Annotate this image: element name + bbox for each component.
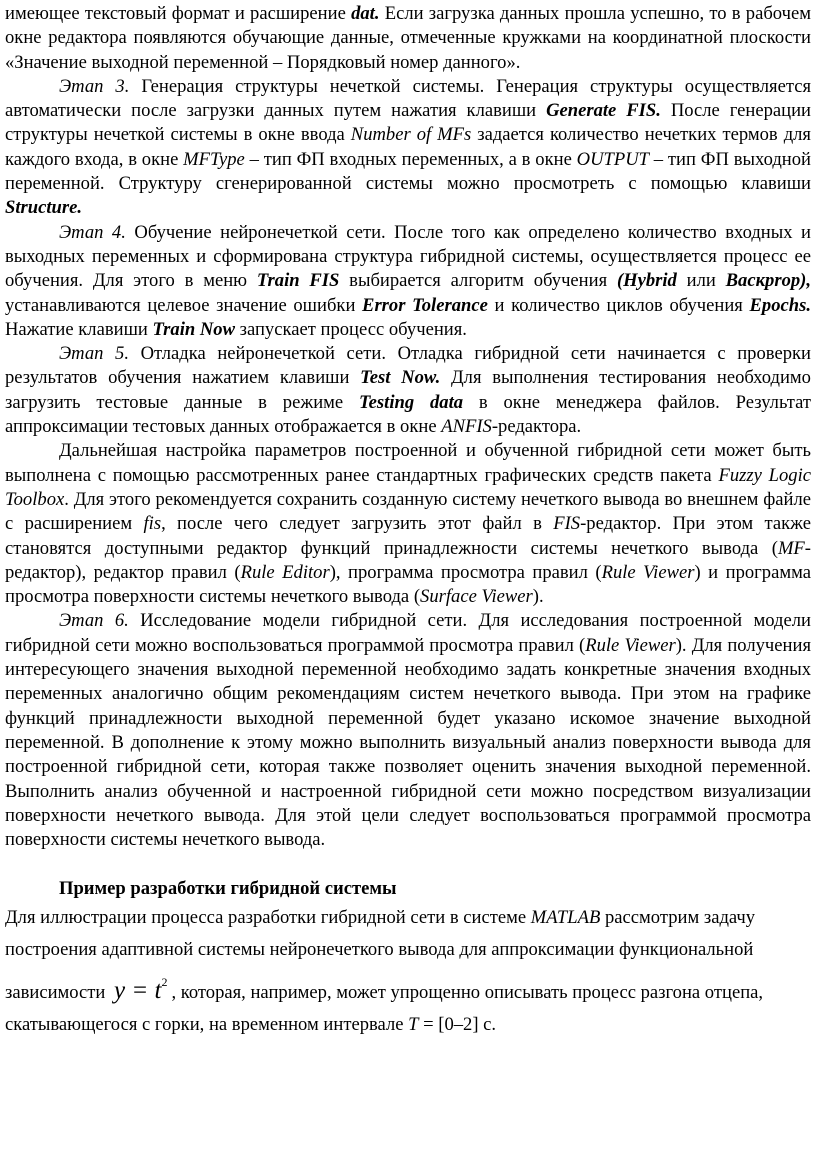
text: Если загрузка данных прошла успешно, то в рабочем окне редактора появляются обучающие данные, отмеченные кружками на координатной плоскости «Значение выходной переменной – Порядковый номер данного».: [5, 3, 811, 73]
term-test-now: Test Now.: [360, 367, 441, 389]
term-structure: Structure.: [5, 197, 82, 219]
text: После генерации структуры нечеткой системы в окне ввода: [5, 100, 811, 146]
paragraph-stage-4: [5, 221, 811, 342]
term-rule-viewer: Rule Viewer: [585, 634, 676, 656]
term-train-fis: Train FIS: [256, 270, 340, 292]
term-surface-viewer: Surface Viewer: [420, 586, 533, 608]
text: Исследование модели гибридной сети. Для исследования построенной модели гибридной сети можно воспользоваться программой просмотра правил (: [5, 610, 811, 656]
text: -редактор. При этом также становятся доступными редактор функций принадлежности системы нечеткого вывода (: [5, 513, 811, 559]
text: , после чего следует загрузить этот файл в: [161, 513, 554, 535]
term-matlab: MATLAB: [530, 907, 601, 929]
stage-label: Этап 3.: [59, 75, 130, 97]
term-fis-editor: FIS: [553, 513, 581, 535]
text: устанавливаются целевое значение ошибки: [5, 294, 363, 316]
paragraph-further-tuning: [5, 439, 811, 609]
paragraph-example: [5, 902, 811, 1041]
text: -редактор), редактор правил (: [5, 537, 811, 583]
stage-label: Этап 5.: [59, 343, 129, 365]
text: ). Для получения интересующего значения выходной переменной необходимо задать конкретные значения входных переменных аналогично общим рекомендациям систем нечеткого вывода. При этом на графике функций принадлежности выходной переменной будет указано искомое значение выходной переменной. В дополнение к этому можно выполнить визуальный анализ поверхности вывода для построенной гибридной сети, которая также позволяет оценить значения выходной переменной. Выполнить анализ обученной и настроенной гибридной сети можно посредством визуализации поверхности нечеткого вывода. Для этой цели следует воспользоваться программой просмотра поверхности системы нечеткого вывода.: [5, 634, 811, 851]
term-mf-editor: MF: [777, 537, 805, 559]
text: Для иллюстрации процесса разработки гибридной сети в системе: [5, 907, 531, 929]
term-output: OUTPUT: [576, 148, 649, 170]
term-number-of-mfs: Number of MFs: [350, 124, 472, 146]
term-rule-viewer: Rule Viewer: [601, 561, 695, 583]
formula-exponent: 2: [161, 975, 168, 990]
text: рассмотрим задачу построения адаптивной системы нейронечеткого вывода для аппроксимации функциональной зависимости: [5, 907, 756, 1004]
section-heading: Пример разработки гибридной системы: [59, 878, 397, 900]
text: выбирается алгоритм обучения: [339, 270, 617, 292]
formula-base: y = t: [114, 977, 162, 1005]
term-testing-data: Testing data: [359, 391, 464, 413]
text: Генерация структуры нечеткой системы. Генерация структуры осуществляется автоматически после загрузки данных путем нажатия клавиши: [5, 75, 811, 122]
spacer: [5, 852, 811, 876]
paragraph-data-loading: [5, 2, 811, 75]
text: – тип ФП выходной переменной. Структуру сгенерированной системы можно просмотреть с помощью клавиши: [5, 148, 811, 195]
text: Отладка нейронечеткой сети. Отладка гибридной сети начинается с проверки результатов обучения нажатием клавиши: [5, 343, 811, 389]
text: имеющее текстовый формат и расширение: [5, 3, 352, 24]
text: ) и программа просмотра поверхности системы нечеткого вывода (: [5, 561, 812, 608]
text: Нажатие клавиши: [5, 318, 153, 340]
text: в окне менеджера файлов. Результат аппроксимации тестовых данных отображается в окне: [5, 391, 811, 438]
text: – тип ФП входных переменных, а в окне: [244, 148, 577, 170]
term-backprop: Васкрrор),: [725, 270, 811, 292]
text: задается количество нечетких термов для каждого входа, в окне: [5, 124, 811, 170]
term-anfis: ANFIS: [441, 416, 492, 438]
text: Дальнейшая настройка параметров построенной и обученной гибридной сети может быть выполнена с помощью рассмотренных ранее стандартных графических средств пакета: [5, 440, 811, 486]
text: ).: [532, 586, 544, 608]
text: = [0–2] с.: [418, 1014, 497, 1036]
text: ), программа просмотра правил (: [329, 561, 602, 583]
term-hybrid: (Hybrid: [616, 270, 677, 292]
term-mftype: MFType: [183, 148, 245, 170]
term-rule-editor: Rule Editor: [240, 561, 330, 583]
stage-label: Этап 4.: [59, 221, 126, 243]
text: Обучение нейронечеткой сети. После того как определено количество входных и выходных переменных и сформирована структура гибридной системы, осуществляется процесс ее обучения. Для этого в меню: [5, 221, 811, 292]
formula: [110, 977, 171, 1004]
text: -редактора.: [491, 416, 582, 438]
file-extension-dat: dat.: [351, 3, 380, 24]
text: или: [676, 270, 726, 292]
text: Для выполнения тестирования необходимо загрузить тестовые данные в режиме: [5, 367, 811, 413]
paragraph-stage-6: [5, 609, 811, 852]
term-error-tolerance: Error Tolerance: [362, 294, 488, 316]
text: запускает процесс обучения.: [234, 318, 467, 340]
term-generate-fis: Generate FIS.: [546, 100, 661, 122]
text: . Для этого рекомендуется сохранить созданную систему нечеткого вывода во внешнем файле с расширением: [5, 488, 811, 535]
text: и количество циклов обучения: [487, 294, 750, 316]
term-fis-extension: fis: [143, 513, 162, 535]
term-epochs: Epochs.: [749, 294, 811, 316]
term-fuzzy-logic-toolbox: Fuzzy Logic Toolbox: [5, 464, 811, 510]
paragraph-stage-3: [5, 75, 811, 221]
term-T: T: [408, 1014, 419, 1036]
paragraph-stage-5: [5, 342, 811, 439]
stage-label: Этап 6.: [59, 610, 129, 632]
term-train-now: Train Now: [152, 318, 235, 340]
text: , которая, например, может упрощенно описывать процесс разгона отцепа, скатывающегося с горки, на временном интервале: [5, 982, 764, 1036]
